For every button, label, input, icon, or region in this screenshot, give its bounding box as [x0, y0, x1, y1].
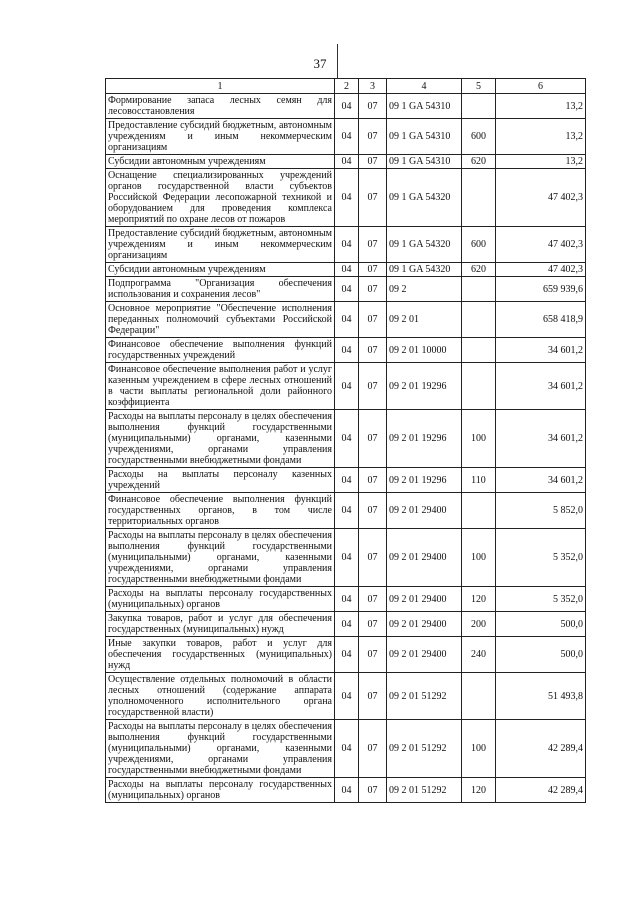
table-row	[106, 338, 586, 363]
row-target-code-cell: 09 2 01 51292	[387, 673, 462, 720]
row-target-code-cell: 09 2	[387, 277, 462, 302]
header-col-4: 4	[387, 79, 462, 94]
row-amount-cell: 658 418,9	[496, 302, 586, 338]
row-amount-cell: 51 493,8	[496, 673, 586, 720]
row-target-code-cell: 09 2 01 10000	[387, 338, 462, 363]
row-name-cell: Субсидии автономным учреждениям	[106, 155, 335, 169]
budget-table	[105, 78, 586, 803]
row-subsection-cell: 07	[359, 637, 387, 673]
row-amount-cell: 47 402,3	[496, 227, 586, 263]
table-row	[106, 363, 586, 410]
table-body	[106, 94, 586, 803]
row-target-code-cell: 09 2 01 51292	[387, 778, 462, 803]
table-row	[106, 673, 586, 720]
row-name-cell: Расходы на выплаты персоналу в целях обеспечения выполнения функций государственными (муниципальными) органами, казенными учреждениями, органами управления государственными внебюджетными фондами	[106, 720, 335, 778]
row-amount-cell: 42 289,4	[496, 720, 586, 778]
table-header	[106, 79, 586, 94]
row-name-cell: Субсидии автономным учреждениям	[106, 263, 335, 277]
row-subsection-cell: 07	[359, 155, 387, 169]
header-row	[106, 79, 586, 94]
table-row	[106, 529, 586, 587]
header-col-5: 5	[462, 79, 496, 94]
row-expense-type-cell: 120	[462, 587, 496, 612]
row-expense-type-cell	[462, 277, 496, 302]
table-row	[106, 778, 586, 803]
table-row	[106, 169, 586, 227]
row-expense-type-cell	[462, 338, 496, 363]
table-row	[106, 587, 586, 612]
row-amount-cell: 659 939,6	[496, 277, 586, 302]
row-name-cell: Финансовое обеспечение выполнения функций государственных органов, в том числе территориальных органов	[106, 493, 335, 529]
row-expense-type-cell: 600	[462, 119, 496, 155]
row-expense-type-cell	[462, 363, 496, 410]
row-target-code-cell: 09 2 01 19296	[387, 363, 462, 410]
table-row	[106, 468, 586, 493]
row-amount-cell: 5 352,0	[496, 529, 586, 587]
row-amount-cell: 500,0	[496, 612, 586, 637]
row-name-cell: Предоставление субсидий бюджетным, автономным учреждениям и иным некоммерческим организациям	[106, 119, 335, 155]
row-name-cell: Формирование запаса лесных семян для лесовосстановления	[106, 94, 335, 119]
row-amount-cell: 47 402,3	[496, 263, 586, 277]
row-name-cell: Финансовое обеспечение выполнения функций государственных учреждений	[106, 338, 335, 363]
row-name-cell: Расходы на выплаты персоналу в целях обеспечения выполнения функций государственными (муниципальными) органами, казенными учреждениями, органами управления государственными внебюджетными фондами	[106, 410, 335, 468]
row-subsection-cell: 07	[359, 529, 387, 587]
row-target-code-cell: 09 2 01 19296	[387, 410, 462, 468]
row-expense-type-cell: 120	[462, 778, 496, 803]
row-section-cell: 04	[335, 155, 359, 169]
row-subsection-cell: 07	[359, 493, 387, 529]
row-name-cell: Расходы на выплаты персоналу государственных (муниципальных) органов	[106, 778, 335, 803]
row-section-cell: 04	[335, 587, 359, 612]
row-section-cell: 04	[335, 493, 359, 529]
row-expense-type-cell	[462, 169, 496, 227]
table-row	[106, 227, 586, 263]
table-row	[106, 302, 586, 338]
row-section-cell: 04	[335, 94, 359, 119]
row-amount-cell: 34 601,2	[496, 338, 586, 363]
header-col-3: 3	[359, 79, 387, 94]
row-expense-type-cell: 100	[462, 410, 496, 468]
row-expense-type-cell: 620	[462, 155, 496, 169]
row-subsection-cell: 07	[359, 169, 387, 227]
row-amount-cell: 47 402,3	[496, 169, 586, 227]
row-amount-cell: 5 852,0	[496, 493, 586, 529]
row-name-cell: Иные закупки товаров, работ и услуг для обеспечения государственных (муниципальных) нужд	[106, 637, 335, 673]
row-expense-type-cell	[462, 493, 496, 529]
header-col-2: 2	[335, 79, 359, 94]
row-expense-type-cell: 100	[462, 529, 496, 587]
row-target-code-cell: 09 2 01 29400	[387, 493, 462, 529]
row-subsection-cell: 07	[359, 302, 387, 338]
row-target-code-cell: 09 2 01 29400	[387, 529, 462, 587]
row-section-cell: 04	[335, 227, 359, 263]
row-subsection-cell: 07	[359, 94, 387, 119]
row-target-code-cell: 09 1 GA 54320	[387, 169, 462, 227]
header-col-1: 1	[106, 79, 335, 94]
row-name-cell: Подпрограмма "Организация обеспечения использования и сохранения лесов"	[106, 277, 335, 302]
row-target-code-cell: 09 1 GA 54320	[387, 263, 462, 277]
row-section-cell: 04	[335, 778, 359, 803]
table-row	[106, 720, 586, 778]
row-amount-cell: 5 352,0	[496, 587, 586, 612]
row-amount-cell: 42 289,4	[496, 778, 586, 803]
row-subsection-cell: 07	[359, 263, 387, 277]
row-expense-type-cell	[462, 94, 496, 119]
row-subsection-cell: 07	[359, 119, 387, 155]
row-name-cell: Расходы на выплаты персоналу в целях обеспечения выполнения функций государственными (муниципальными) органами, казенными учреждениями, органами управления государственными внебюджетными фондами	[106, 529, 335, 587]
table-row	[106, 637, 586, 673]
row-name-cell: Расходы на выплаты персоналу казенных учреждений	[106, 468, 335, 493]
table-row	[106, 612, 586, 637]
row-name-cell: Расходы на выплаты персоналу государственных (муниципальных) органов	[106, 587, 335, 612]
row-subsection-cell: 07	[359, 778, 387, 803]
row-amount-cell: 34 601,2	[496, 468, 586, 493]
row-expense-type-cell: 620	[462, 263, 496, 277]
row-section-cell: 04	[335, 119, 359, 155]
row-target-code-cell: 09 2 01 29400	[387, 637, 462, 673]
row-amount-cell: 500,0	[496, 637, 586, 673]
row-section-cell: 04	[335, 263, 359, 277]
row-section-cell: 04	[335, 363, 359, 410]
row-amount-cell: 34 601,2	[496, 410, 586, 468]
row-name-cell: Основное мероприятие "Обеспечение исполнения переданных полномочий субъектами Российской Федерации"	[106, 302, 335, 338]
row-target-code-cell: 09 2 01 29400	[387, 587, 462, 612]
row-subsection-cell: 07	[359, 612, 387, 637]
row-amount-cell: 13,2	[496, 119, 586, 155]
row-target-code-cell: 09 1 GA 54310	[387, 94, 462, 119]
row-section-cell: 04	[335, 637, 359, 673]
row-target-code-cell: 09 2 01 19296	[387, 468, 462, 493]
table-row	[106, 493, 586, 529]
table-row	[106, 155, 586, 169]
row-amount-cell: 34 601,2	[496, 363, 586, 410]
row-subsection-cell: 07	[359, 587, 387, 612]
row-target-code-cell: 09 2 01 51292	[387, 720, 462, 778]
row-section-cell: 04	[335, 468, 359, 493]
row-expense-type-cell	[462, 673, 496, 720]
row-section-cell: 04	[335, 410, 359, 468]
row-name-cell: Предоставление субсидий бюджетным, автономным учреждениям и иным некоммерческим организациям	[106, 227, 335, 263]
row-name-cell: Закупка товаров, работ и услуг для обеспечения государственных (муниципальных) нужд	[106, 612, 335, 637]
row-expense-type-cell: 200	[462, 612, 496, 637]
row-target-code-cell: 09 1 GA 54310	[387, 119, 462, 155]
row-subsection-cell: 07	[359, 338, 387, 363]
row-section-cell: 04	[335, 720, 359, 778]
page-center-mark	[337, 44, 338, 78]
row-name-cell: Осуществление отдельных полномочий в области лесных отношений (содержание аппарата уполномоченного исполнительного органа государственной власти)	[106, 673, 335, 720]
table-row	[106, 410, 586, 468]
header-col-6: 6	[496, 79, 586, 94]
row-section-cell: 04	[335, 338, 359, 363]
table-row	[106, 94, 586, 119]
row-section-cell: 04	[335, 612, 359, 637]
row-subsection-cell: 07	[359, 468, 387, 493]
row-target-code-cell: 09 1 GA 54320	[387, 227, 462, 263]
table-row	[106, 263, 586, 277]
row-target-code-cell: 09 2 01 29400	[387, 612, 462, 637]
row-subsection-cell: 07	[359, 410, 387, 468]
row-name-cell: Оснащение специализированных учреждений органов государственной власти субъектов Российской Федерации лесопожарной техникой и оборудованием для проведения комплекса мероприятий по охране лесов от пожаров	[106, 169, 335, 227]
row-name-cell: Финансовое обеспечение выполнения работ и услуг казенным учреждением в сфере лесных отношений в части выплаты региональной доли районного коэффициента	[106, 363, 335, 410]
row-expense-type-cell: 100	[462, 720, 496, 778]
row-subsection-cell: 07	[359, 227, 387, 263]
page-number: 37	[313, 56, 327, 71]
row-target-code-cell: 09 2 01	[387, 302, 462, 338]
row-section-cell: 04	[335, 529, 359, 587]
table-row	[106, 119, 586, 155]
row-subsection-cell: 07	[359, 277, 387, 302]
row-expense-type-cell: 240	[462, 637, 496, 673]
row-section-cell: 04	[335, 277, 359, 302]
row-expense-type-cell: 110	[462, 468, 496, 493]
row-subsection-cell: 07	[359, 363, 387, 410]
row-expense-type-cell	[462, 302, 496, 338]
row-amount-cell: 13,2	[496, 94, 586, 119]
table-row	[106, 277, 586, 302]
row-target-code-cell: 09 1 GA 54310	[387, 155, 462, 169]
row-amount-cell: 13,2	[496, 155, 586, 169]
row-section-cell: 04	[335, 673, 359, 720]
row-expense-type-cell: 600	[462, 227, 496, 263]
row-section-cell: 04	[335, 169, 359, 227]
row-subsection-cell: 07	[359, 720, 387, 778]
row-section-cell: 04	[335, 302, 359, 338]
row-subsection-cell: 07	[359, 673, 387, 720]
